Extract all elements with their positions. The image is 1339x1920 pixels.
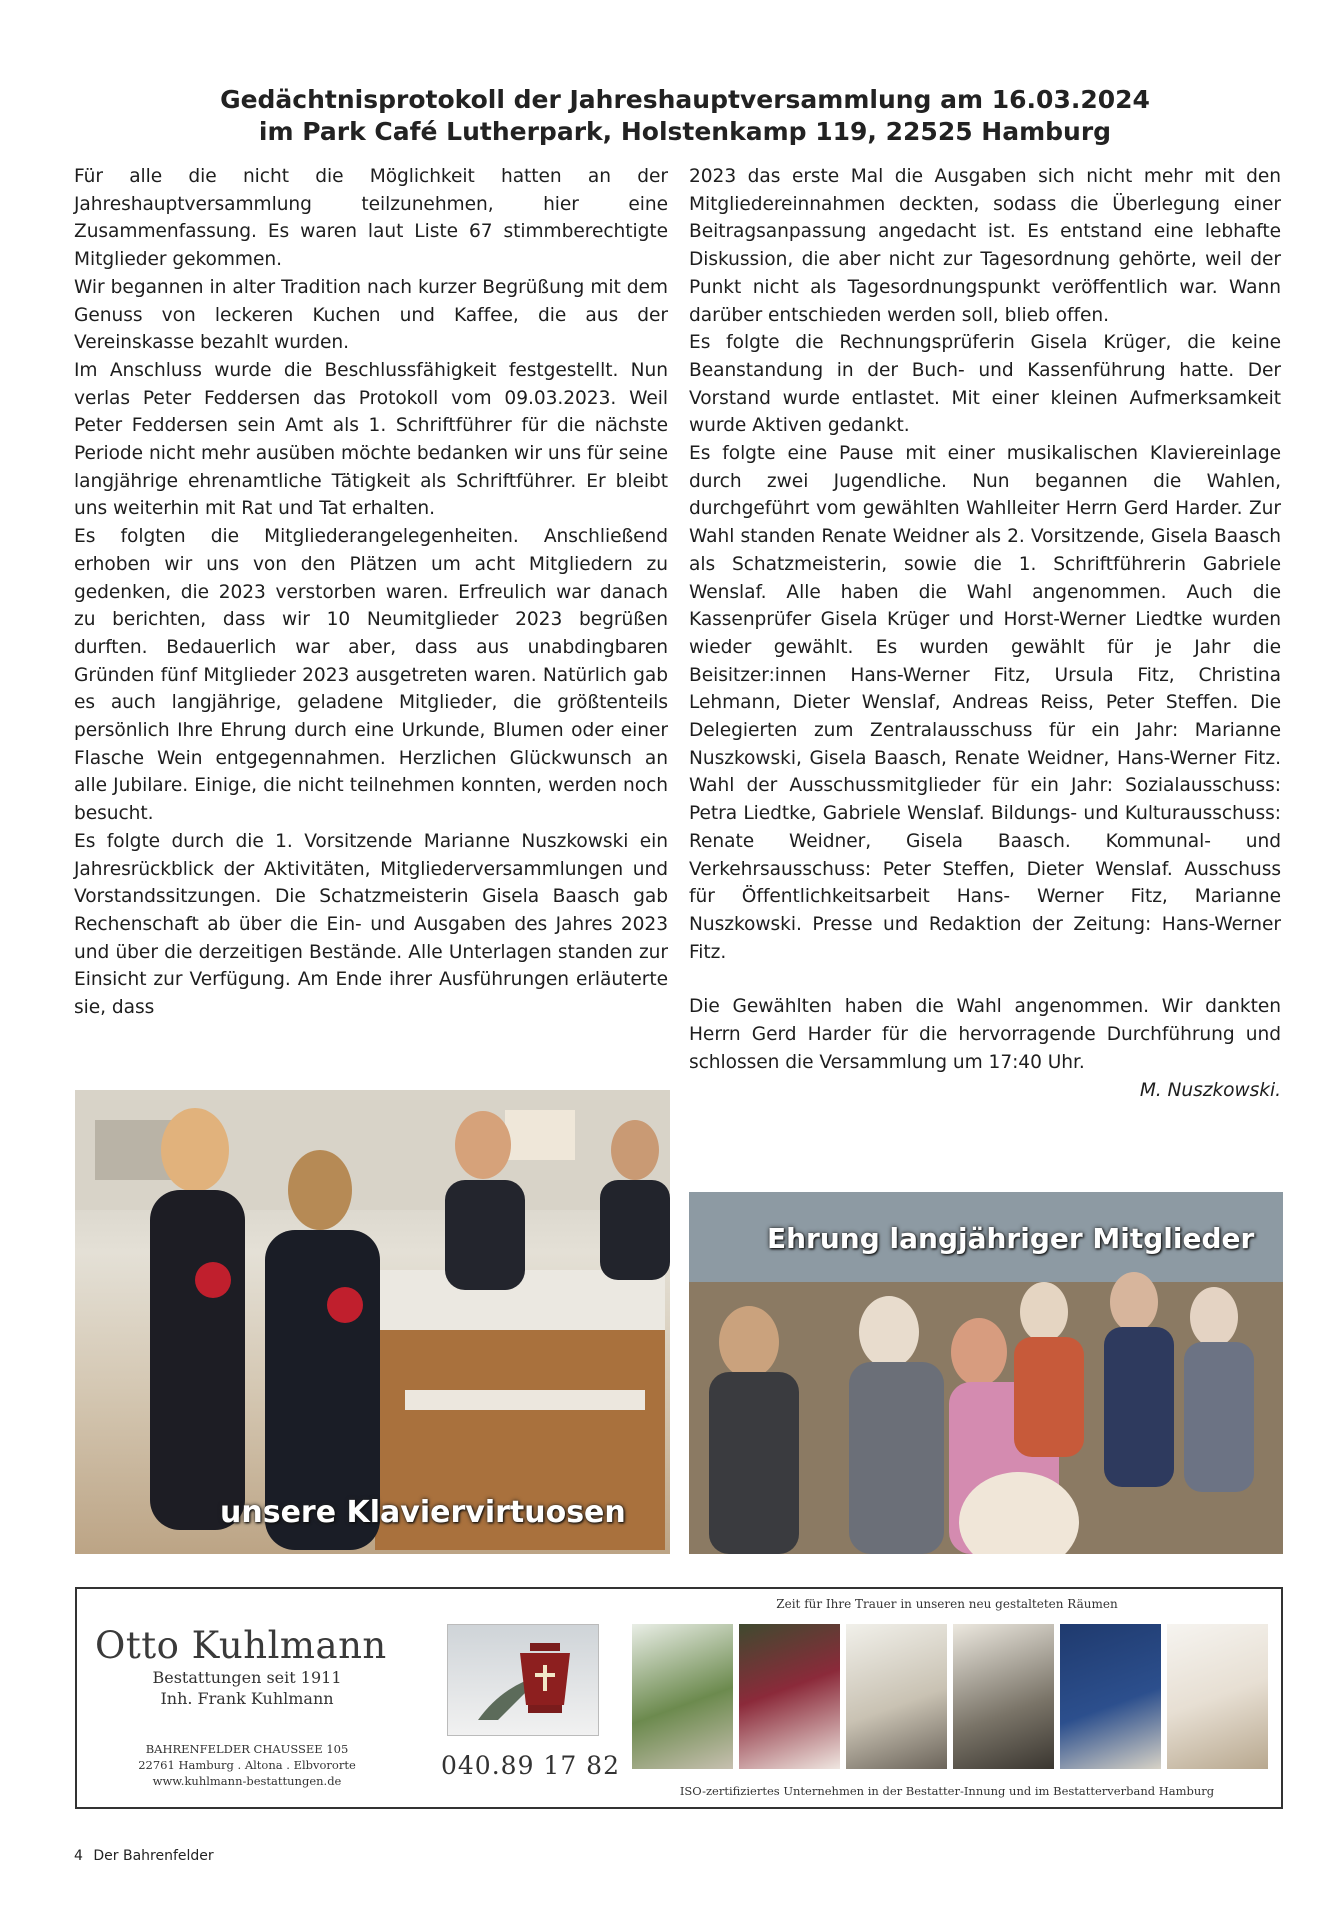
- paragraph: Die Gewählten haben die Wahl angenommen. Wir dankten Herrn Gerd Harder für die hervorragende Durchführung und schlossen die Versammlung um 17:40 Uhr.: [689, 996, 1281, 1073]
- ad-tagline: Zeit für Ihre Trauer in unseren neu gestalteten Räumen: [776, 1597, 1118, 1611]
- ad-photo-orchids: [1167, 1624, 1268, 1769]
- ad-address-city: 22761 Hamburg . Altona . Elbvororte: [138, 1758, 356, 1772]
- urn-illustration: [448, 1625, 598, 1735]
- article-column-right: [689, 163, 1281, 1104]
- honoring-members-caption: Ehrung langjähriger Mitglieder: [767, 1222, 1255, 1255]
- article-title: [70, 84, 1300, 149]
- advertisement-kuhlmann: [75, 1587, 1283, 1809]
- ad-photo-lilies: [739, 1624, 840, 1769]
- page-footer: [74, 1848, 214, 1864]
- ad-subtitle-line-2: Inh. Frank Kuhlmann: [160, 1689, 334, 1708]
- paragraph: Für alle die nicht die Möglichkeit hatten an der Jahreshauptversammlung teilzunehmen, hier eine Zusammenfassung. Es waren laut Liste 67 stimmberechtigte Mitglieder gekommen.: [74, 166, 668, 271]
- honoring-members-photo: [689, 1192, 1283, 1554]
- ad-address-street: BAHRENFELDER CHAUSSEE 105: [145, 1742, 349, 1756]
- paragraph: Es folgten die Mitgliederangelegenheiten. Anschließend erhoben wir uns von den Plätzen um acht Mitgliedern zu gedenken, die 2023 verstorben waren. Erfreulich war danach zu berichten, dass wir 10 Neumitglieder 2023 begrüßen durften. Bedauerlich war aber, dass aus unabdingbaren Gründen fünf Mitglieder 2023 ausgetreten waren. Natürlich gab es auch langjährige, geladene Mitglieder, die größtenteils persönlich Ihre Ehrung durch eine Urkunde, Blumen oder einer Flasche Wein entgegennahmen. Herzlichen Glückwunsch an alle Jubilare. Einige, die nicht teilnehmen konnten, werden noch besucht.: [74, 526, 668, 825]
- paragraph: 2023 das erste Mal die Ausgaben sich nicht mehr mit den Mitgliedereinnahmen deckten, sodass die Überlegung einer Beitragsanpassung angedacht ist. Es entstand eine lebhafte Diskussion, die aber nicht zur Tagesordnung gehörte, weil der Punkt nicht als Tagesordnungspunkt veröffentlich war. Wann darüber entschieden werden soll, blieb offen.: [689, 166, 1281, 326]
- article-title-line-2: im Park Café Lutherpark, Holstenkamp 119, 22525 Hamburg: [258, 117, 1112, 147]
- ad-certification: ISO-zertifiziertes Unternehmen in der Bestatter-Innung und im Bestatterverband Hamburg: [679, 1784, 1215, 1798]
- paragraph-spacer: [689, 966, 1281, 993]
- ad-subtitle: [147, 1667, 347, 1709]
- article-title-line-1: Gedächtnisprotokoll der Jahreshauptversammlung am 16.03.2024: [220, 85, 1150, 114]
- paragraph: Es folgte eine Pause mit einer musikalischen Klaviereinlage durch zwei Jugendliche. Nun begannen die Wahlen, durchgeführt vom gewählten Wahlleiter Herrn Gerd Harder. Zur Wahl standen Renate Weidner als 2. Vorsitzende, Gisela Baasch als Schatzmeisterin, sowie die 1. Schriftführerin Gabriele Wenslaf. Alle haben die Wahl angenommen. Auch die Kassenprüfer Gisela Krüger und Horst-Werner Liedtke wurden wieder gewählt. Es wurden gewählt für je Jahr die Beisitzer:innen Hans-Werner Fitz, Ursula Fitz, Christina Lehmann, Dieter Wenslaf, Andreas Reiss, Peter Steffen. Die Delegierten zum Zentralausschuss für ein Jahr: Marianne Nuszkowski, Gisela Baasch, Renate Weidner, Hans-Werner Fitz. Wahl der Ausschussmitglieder für ein Jahr: Sozialausschuss: Petra Liedtke, Gabriele Wenslaf. Bildungs- und Kulturausschuss: Renate Weidner, Gisela Baasch. Kommunal- und Verkehrsausschuss: Peter Steffen, Dieter Wenslaf. Ausschuss für Öffentlichkeitsarbeit Hans- Werner Fitz, Marianne Nuszkowski. Presse und Redaktion der Zeitung: Hans-Werner Fitz.: [689, 443, 1281, 963]
- paragraph: Es folgte die Rechnungsprüferin Gisela Krüger, die keine Beanstandung in der Buch- und Kassenführung hatte. Der Vorstand wurde entlastet. Mit einer kleinen Aufmerksamkeit wurde Aktiven gedankt.: [689, 332, 1281, 437]
- piano-players-photo: [75, 1090, 670, 1554]
- piano-players-illustration: [75, 1090, 670, 1554]
- ad-photo-flowers: [632, 1624, 733, 1769]
- ad-phone-number[interactable]: 040.89 17 82: [441, 1751, 620, 1780]
- piano-players-caption: unsere Klaviervirtuosen: [220, 1495, 626, 1530]
- ad-photo-anchor-urn: [1060, 1624, 1161, 1769]
- ad-address: [112, 1741, 382, 1789]
- ad-website[interactable]: www.kuhlmann-bestattungen.de: [152, 1774, 342, 1788]
- urn-icon: [447, 1624, 599, 1736]
- ad-photo-hall: [953, 1624, 1054, 1769]
- ad-subtitle-line-1: Bestattungen seit 1911: [152, 1668, 342, 1687]
- paragraph: Im Anschluss wurde die Beschlussfähigkeit festgestellt. Nun verlas Peter Feddersen das Protokoll vom 09.03.2023. Weil Peter Feddersen sein Amt als 1. Schriftführer für die nächste Periode nicht mehr ausüben möchte bedanken wir uns für seine langjährige ehrenamtliche Tätigkeit als Schriftführer. Er bleibt uns weiterhin mit Rat und Tat erhalten.: [74, 359, 668, 520]
- article-column-left: [74, 163, 668, 1022]
- ad-photo-room: [846, 1624, 947, 1769]
- paragraph: Wir begannen in alter Tradition nach kurzer Begrüßung mit dem Genuss von leckeren Kuchen und Kaffee, die aus der Vereinskasse bezahlt wurden.: [74, 276, 668, 354]
- page-number: 4: [74, 1848, 83, 1864]
- ad-company-name: Otto Kuhlmann: [95, 1624, 387, 1667]
- publication-name: Der Bahrenfelder: [93, 1848, 214, 1864]
- paragraph: Es folgte durch die 1. Vorsitzende Marianne Nuszkowski ein Jahresrückblick der Aktivitäten, Mitgliederversammlungen und Vorstandssitzungen. Die Schatzmeisterin Gisela Baasch gab Rechenschaft ab über die Ein- und Ausgaben des Jahres 2023 und über die derzeitigen Bestände. Alle Unterlagen standen zur Einsicht zur Verfügung. Am Ende ihrer Ausführungen erläuterte sie, dass: [74, 830, 668, 1019]
- author-signature: M. Nuszkowski.: [1139, 1079, 1281, 1101]
- ad-photo-strip: [632, 1624, 1268, 1769]
